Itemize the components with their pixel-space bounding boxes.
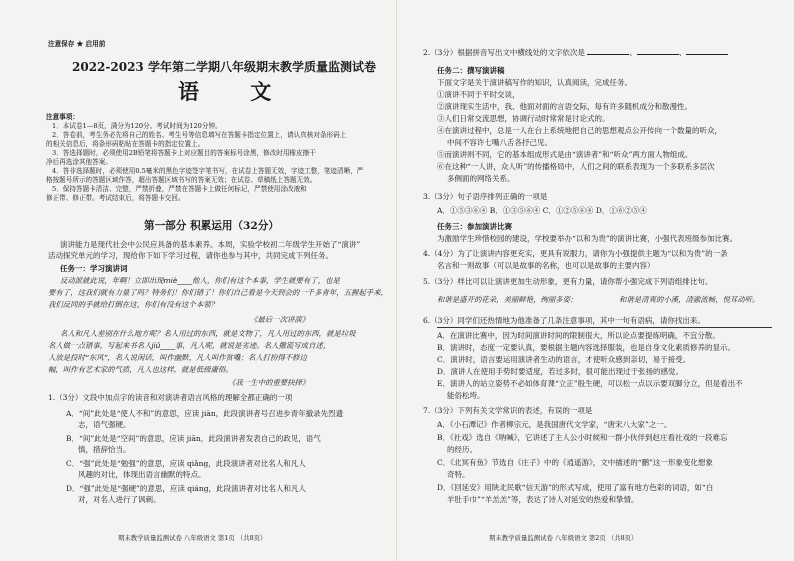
passage-line: 幅，叫作有艺术家的气质，凡人也这样，就是低级庸俗。 [48,365,233,374]
q7-option: 的经历。 [447,445,477,454]
question-6-stem: 6.（3分）同学们还热情地为他准备了几条注意事项，其中一句有语病，请你找出来。 [423,316,705,325]
note-line: 格按题号所示的答题区域作答，超出答题区域书写的答案无效；在试卷、草稿纸上答题无效。 [46,176,317,184]
passage-source: 《我一生中的重要抉择》 [228,378,310,387]
q1-option: 慎，措辞恰当。 [78,445,131,454]
q7-option: B．《社戏》选自《呐喊》，它讲述了主人公小时候和一群小伙伴到赵庄看社戏的一段难忘 [437,433,728,442]
task-heading: 任务三：参加演讲比赛 [437,222,512,231]
note-line: 的相关信息后，将条形码粘贴在答题卡的指定位置上。 [46,140,205,148]
question-4-stem: 4.（4分）为了让演讲内容更充实，更具有说服力，请你为小强提供主题为“以和为贵”的一条 [423,249,728,258]
note-line: 3．答选择题时，必须使用2B铅笔将答题卡上对应题目的答案标号涂黑，修改时用橡皮擦干 [52,149,316,157]
task-heading: 任务二：撰写演讲稿 [437,66,505,75]
question-4-stem: 名言和一则故事（可以是故事的名称，也可以是故事的主要内容） [437,261,655,270]
passage-source: 《最后一次讲演》 [250,315,310,324]
q7-option: 奇特。 [447,470,470,479]
task-heading: 任务一：学习演讲词 [60,264,128,273]
intro-line: 活动探究单元的学习，现给你下如下学习过程，请你也参与其中，共同完成下列任务。 [48,251,333,260]
list-item: ④在演讲过程中，总是一人在台上系统地把自己的思想观点公开传向一个数量的听众， [437,126,722,135]
question-3-stem: 3.（3分）句子语序排列正确的一项是 [423,192,548,201]
passage-line: 反动派就此说，年啊！立即出现miè____他人，你们有这个本事，学生就要有了，也是 [60,276,340,285]
exam-page-2 [397,0,794,561]
list-item: ⑤而演讲则不同，它的基本组成形式是由“演讲者”和“听众”两方面人物组成。 [437,150,693,159]
answer-blank[interactable] [686,47,728,55]
q5-example: 和谐是清爽的小溪，清澈流畅，悦耳动听。 [619,295,760,304]
list-item: 多侧面的网络关系。 [447,174,515,183]
passage-line: 名人和凡人差别在什么地方呢？名人用过的东西，就是文物了，凡人用过的东西，就是垃圾 [60,329,356,338]
task-intro: 为激励学生珍惜校园的建设，学校要举办“以和为贵”的演讲比赛，小强代表班级参加比赛。 [437,234,738,243]
list-item: 中间不容许七嘴八舌各抒己见。 [447,138,552,147]
intro-line: 演讲能力是现代社会中公民应具备的基本素养。本周，实验学校初二年级学生开始了“演讲” [60,240,361,249]
question-7-stem: 7.（3分）下列有关文学常识的表述，有误的一项是 [423,406,593,415]
q6-option: 能俗松垮。 [447,391,485,400]
q6-option: A．在演讲比赛中，因为时间演讲时间的限制很大，所以论点要提炼明确，不宜分散。 [437,331,720,340]
q1-option: 对，对名人进行了讽刺。 [78,495,161,504]
q6-option: B．演讲时，态度一定要认真，要根据主题内容选择服装，也是自身文化素质修养的显示。 [437,343,736,352]
note-line: 修正带、修正带。考试结束后，将答题卡交回。 [46,194,185,202]
passage-line: 名人做一点错事，写起来书名人jiǔ____事，凡人呢，就说是劣迹。名人撒谎写成自述， [48,341,331,350]
list-item: ③人们日常交流思想，协调行动时常常是讨论式的。 [437,114,610,123]
q7-option: 羊肚手巾”“羊羔羔”等，表达了诗人对延安的热爱和挚情。 [447,495,639,504]
question-2-stem: 2.（3分）根据拼音写出文中横线处的文字依次是 [423,48,585,57]
exam-title: 2022-2023 学年第二学期八年级期末教学质量监测试卷 [72,60,376,74]
page-footer: 期末教学质量监测试卷 八年级语文 第1页 （共8页） [118,534,267,542]
q7-option: C．《北冥有鱼》节选自《庄子》中的《逍遥游》，文中描述的“鹏”这一形象变化想象 [437,458,713,467]
note-line: 4．答非选择题时，必须使用0.5毫米的黑色字迹签字笔书写，在试卷上答题无效，字迹工整，笔迹清晰，严 [52,167,364,175]
q1-option: B．“间”此处是“空间”的意思，应读 jiān，此段演讲者发表自己的政见，语气 [66,434,321,443]
question-2: 2.（3分）根据拼音写出文中横线处的文字依次是 、 、 [423,47,728,59]
question-1-stem: 1.（3分）文段中加点字的读音和对演讲者语言风格的理解全都正确的一项 [48,393,293,402]
q1-option: C．“强”此处是“勉强”的意思，应读 qiǎng，此段演讲者对比名人和凡人 [66,459,306,468]
answer-blank[interactable] [587,47,629,55]
list-item: ⑥在这种“一人讲，众人听”的传播格局中，人们之间的联系表现为一个多联系多层次 [437,162,715,171]
list-item: ①演讲不同于平时交谈， [437,90,520,99]
note-line: 1．本试卷1—8页，满分为120分。考试时间为120分钟。 [52,122,222,130]
note-line: 5．保持答题卡清洁、完整，严禁折叠，严禁在答题卡上做任何标记，严禁使用涂改液和 [52,185,307,193]
subject-title: 语 文 [178,79,294,104]
notes-heading: 注意事项： [46,113,79,121]
question-5-stem: 5.（3分）样比可以让演讲更加生动形象，更有力量，请你帮小强完成下列语组排比句。 [423,277,713,286]
page-footer: 期末教学质量监测试卷 八年级语文 第2页 （共8页） [489,534,638,542]
note-line: 净后再选涂其他答案。 [46,158,112,166]
note-line: 2．答卷前，考生务必先将自己的姓名、考生号等信息填写在答题卡指定位置上，请认真核对条形码上 [52,131,347,139]
list-item: ②演讲现实生活中，我、他面对面的言语交际，每有许多随机成分和散漫性。 [437,102,692,111]
q1-option: 志，语气强硬。 [78,420,131,429]
q1-option: D．“强”此处是“强硬”的意思，应读 qiáng，此段演讲者对比名人和凡人 [66,484,307,493]
section-title: 第一部分 积累运用（32分） [144,220,279,232]
q5-example: 和谐是盛开的花朵，美丽鲜艳，绚丽多姿； [437,295,578,304]
passage-line: 要有了，这我们就有力量了吗？特务们！你们错了！你们自己看是今天到会的一千多青年，五握起手来， [48,288,388,297]
question-3-options: A．①⑤③⑥④ B．①③⑤⑥④ C．①②⑤⑥④ D．①⑥②⑤④ [437,206,647,215]
passage-line: 人放是投时“东风”，名人说闲话，叫作幽默，凡人叫作贫嘴；名人打扮得不修边 [48,353,307,362]
q1-option: 风趣的对比，体现出语言幽默的特点。 [78,470,206,479]
q6-option: E．演讲人的站立姿势不必如体育课“立正”般生硬，可以松一点以示要双脚分立，但是看出不 [437,379,743,388]
q7-option: A．《小石潭记》作者柳宗元，是我国唐代文学家，“唐宋八大家”之一。 [437,420,672,429]
confidential-label: 注意保存 ★ 启用前 [48,40,106,48]
answer-line[interactable] [437,327,772,328]
q6-option: D．演讲人在使用手势时要适度，若过多时，很可能出现过于张扬的感觉。 [437,367,684,376]
q7-option: D．《回延安》用陕北民歌“信天游”的形式写成，使用了富有地方色彩的词语，如“白 [437,483,714,492]
answer-blank[interactable] [637,47,679,55]
task-intro: 下面文字是关于演讲稿写作的知识，认真阅读，完成任务。 [437,78,632,87]
passage-line: 我们反同的手就给打倒在这，你们有没有这个本领？ [48,300,218,309]
q6-option: C．演讲时，语言要运用演讲者生动的语言，才使听众感到亲切，易于接受。 [437,355,691,364]
q1-option: A．“间”此处是“使人不和”的意思，应读 jiàn，此段演讲者号召进步青年撤录先烈遗 [66,409,344,418]
